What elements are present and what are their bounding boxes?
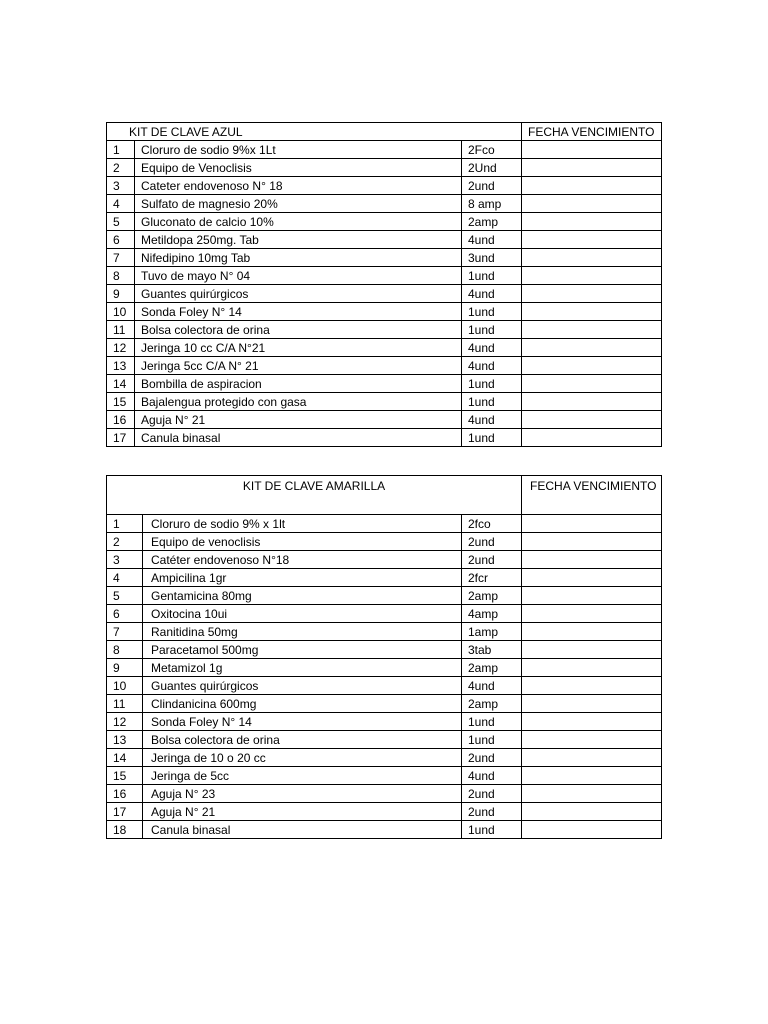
row-number: 16 xyxy=(107,411,135,429)
item-name: Cateter endovenoso N° 18 xyxy=(135,177,462,195)
expiry-date-cell xyxy=(522,515,662,533)
table-row xyxy=(107,285,662,303)
item-name: Equipo de venoclisis xyxy=(143,533,462,551)
expiry-date-cell xyxy=(522,695,662,713)
item-quantity: 4und xyxy=(462,411,522,429)
item-quantity: 2Und xyxy=(462,159,522,177)
table-row xyxy=(107,267,662,285)
item-quantity: 8 amp xyxy=(462,195,522,213)
expiry-date-cell xyxy=(522,393,662,411)
expiry-date-cell xyxy=(522,803,662,821)
table-row xyxy=(107,551,662,569)
row-number: 8 xyxy=(107,267,135,285)
expiry-date-cell xyxy=(522,785,662,803)
item-name: Metildopa 250mg. Tab xyxy=(135,231,462,249)
table-row xyxy=(107,767,662,785)
table-row xyxy=(107,231,662,249)
table-row xyxy=(107,695,662,713)
kit-clave-amarilla-table xyxy=(106,475,662,839)
expiry-date-cell xyxy=(522,569,662,587)
row-number: 13 xyxy=(107,357,135,375)
table-row xyxy=(107,713,662,731)
item-quantity: 1und xyxy=(462,321,522,339)
expiry-date-cell xyxy=(522,267,662,285)
kit-clave-amarilla-header-row xyxy=(107,476,662,515)
row-number: 7 xyxy=(107,623,143,641)
row-number: 11 xyxy=(107,695,143,713)
table-row xyxy=(107,803,662,821)
table-row xyxy=(107,731,662,749)
table-row xyxy=(107,587,662,605)
expiry-date-cell xyxy=(522,303,662,321)
item-quantity: 4und xyxy=(462,339,522,357)
item-quantity: 1amp xyxy=(462,623,522,641)
item-name: Ranitidina 50mg xyxy=(143,623,462,641)
row-number: 17 xyxy=(107,803,143,821)
item-quantity: 3und xyxy=(462,249,522,267)
row-number: 10 xyxy=(107,303,135,321)
item-name: Aguja N° 23 xyxy=(143,785,462,803)
table-row xyxy=(107,321,662,339)
row-number: 8 xyxy=(107,641,143,659)
item-quantity: 1und xyxy=(462,731,522,749)
item-name: Bajalengua protegido con gasa xyxy=(135,393,462,411)
table-row xyxy=(107,569,662,587)
table-row xyxy=(107,623,662,641)
row-number: 14 xyxy=(107,375,135,393)
item-quantity: 2und xyxy=(462,785,522,803)
item-name: Metamizol 1g xyxy=(143,659,462,677)
expiry-date-cell xyxy=(522,641,662,659)
row-number: 14 xyxy=(107,749,143,767)
item-quantity: 4amp xyxy=(462,605,522,623)
row-number: 3 xyxy=(107,177,135,195)
expiry-date-cell xyxy=(522,159,662,177)
expiry-date-cell xyxy=(522,659,662,677)
item-quantity: 2und xyxy=(462,551,522,569)
row-number: 15 xyxy=(107,393,135,411)
item-quantity: 1und xyxy=(462,821,522,839)
item-quantity: 2amp xyxy=(462,587,522,605)
expiry-date-cell xyxy=(522,623,662,641)
row-number: 15 xyxy=(107,767,143,785)
row-number: 1 xyxy=(107,141,135,159)
row-number: 6 xyxy=(107,231,135,249)
expiry-date-cell xyxy=(522,177,662,195)
item-quantity: 2fcr xyxy=(462,569,522,587)
table-row xyxy=(107,677,662,695)
expiry-date-cell xyxy=(522,213,662,231)
item-quantity: 1und xyxy=(462,429,522,447)
kit-clave-azul-body xyxy=(107,123,662,447)
table-row xyxy=(107,303,662,321)
row-number: 10 xyxy=(107,677,143,695)
kit-clave-amarilla-fecha-header: FECHA VENCIMIENTO xyxy=(522,476,662,515)
row-number: 5 xyxy=(107,587,143,605)
expiry-date-cell xyxy=(522,605,662,623)
table-row xyxy=(107,375,662,393)
item-name: Jeringa de 10 o 20 cc xyxy=(143,749,462,767)
expiry-date-cell xyxy=(522,285,662,303)
item-quantity: 3tab xyxy=(462,641,522,659)
table-row xyxy=(107,357,662,375)
row-number: 4 xyxy=(107,195,135,213)
item-quantity: 4und xyxy=(462,357,522,375)
row-number: 2 xyxy=(107,533,143,551)
item-name: Jeringa 10 cc C/A N°21 xyxy=(135,339,462,357)
table-row xyxy=(107,429,662,447)
table-row xyxy=(107,177,662,195)
item-name: Canula binasal xyxy=(135,429,462,447)
table-row xyxy=(107,411,662,429)
item-name: Oxitocina 10ui xyxy=(143,605,462,623)
expiry-date-cell xyxy=(522,375,662,393)
expiry-date-cell xyxy=(522,321,662,339)
expiry-date-cell xyxy=(522,339,662,357)
item-quantity: 1und xyxy=(462,267,522,285)
table-row xyxy=(107,141,662,159)
expiry-date-cell xyxy=(522,429,662,447)
item-quantity: 1und xyxy=(462,375,522,393)
expiry-date-cell xyxy=(522,141,662,159)
table-row xyxy=(107,605,662,623)
row-number: 3 xyxy=(107,551,143,569)
row-number: 9 xyxy=(107,285,135,303)
item-name: Jeringa de 5cc xyxy=(143,767,462,785)
item-quantity: 1und xyxy=(462,303,522,321)
item-quantity: 2Fco xyxy=(462,141,522,159)
table-row xyxy=(107,659,662,677)
item-quantity: 4und xyxy=(462,767,522,785)
expiry-date-cell xyxy=(522,587,662,605)
table-row xyxy=(107,641,662,659)
table-row xyxy=(107,195,662,213)
expiry-date-cell xyxy=(522,821,662,839)
expiry-date-cell xyxy=(522,249,662,267)
kit-clave-azul-title: KIT DE CLAVE AZUL xyxy=(107,123,522,141)
row-number: 13 xyxy=(107,731,143,749)
item-name: Guantes quirúrgicos xyxy=(135,285,462,303)
kit-clave-azul-table xyxy=(106,122,662,447)
kit-clave-azul-header-row xyxy=(107,123,662,141)
row-number: 18 xyxy=(107,821,143,839)
expiry-date-cell xyxy=(522,195,662,213)
item-quantity: 2und xyxy=(462,749,522,767)
item-name: Paracetamol 500mg xyxy=(143,641,462,659)
expiry-date-cell xyxy=(522,551,662,569)
item-name: Bombilla de aspiracion xyxy=(135,375,462,393)
table-row xyxy=(107,213,662,231)
row-number: 16 xyxy=(107,785,143,803)
item-name: Jeringa 5cc C/A N° 21 xyxy=(135,357,462,375)
table-row xyxy=(107,393,662,411)
expiry-date-cell xyxy=(522,411,662,429)
table-row xyxy=(107,249,662,267)
item-name: Aguja N° 21 xyxy=(143,803,462,821)
table-row xyxy=(107,821,662,839)
item-name: Gentamicina 80mg xyxy=(143,587,462,605)
expiry-date-cell xyxy=(522,533,662,551)
item-name: Nifedipino 10mg Tab xyxy=(135,249,462,267)
expiry-date-cell xyxy=(522,713,662,731)
expiry-date-cell xyxy=(522,749,662,767)
row-number: 12 xyxy=(107,713,143,731)
row-number: 4 xyxy=(107,569,143,587)
item-quantity: 2fco xyxy=(462,515,522,533)
table-row xyxy=(107,515,662,533)
item-quantity: 1und xyxy=(462,393,522,411)
kit-clave-amarilla-title: KIT DE CLAVE AMARILLA xyxy=(107,476,522,515)
row-number: 2 xyxy=(107,159,135,177)
item-quantity: 4und xyxy=(462,231,522,249)
expiry-date-cell xyxy=(522,677,662,695)
row-number: 6 xyxy=(107,605,143,623)
table-row xyxy=(107,785,662,803)
table-row xyxy=(107,159,662,177)
item-quantity: 1und xyxy=(462,713,522,731)
item-name: Ampicilina 1gr xyxy=(143,569,462,587)
item-name: Equipo de Venoclisis xyxy=(135,159,462,177)
item-quantity: 4und xyxy=(462,677,522,695)
item-name: Guantes quirúrgicos xyxy=(143,677,462,695)
row-number: 5 xyxy=(107,213,135,231)
kit-clave-azul-fecha-header: FECHA VENCIMIENTO xyxy=(522,123,662,141)
item-name: Bolsa colectora de orina xyxy=(143,731,462,749)
item-name: Catéter endovenoso N°18 xyxy=(143,551,462,569)
item-name: Cloruro de sodio 9% x 1lt xyxy=(143,515,462,533)
expiry-date-cell xyxy=(522,731,662,749)
item-quantity: 2und xyxy=(462,177,522,195)
item-name: Aguja N° 21 xyxy=(135,411,462,429)
item-quantity: 2amp xyxy=(462,695,522,713)
table-row xyxy=(107,533,662,551)
expiry-date-cell xyxy=(522,357,662,375)
item-name: Tuvo de mayo N° 04 xyxy=(135,267,462,285)
item-name: Sonda Foley N° 14 xyxy=(143,713,462,731)
item-name: Sulfato de magnesio 20% xyxy=(135,195,462,213)
row-number: 9 xyxy=(107,659,143,677)
table-row xyxy=(107,749,662,767)
row-number: 11 xyxy=(107,321,135,339)
row-number: 1 xyxy=(107,515,143,533)
item-quantity: 2amp xyxy=(462,659,522,677)
kit-clave-amarilla-body xyxy=(107,476,662,839)
item-name: Canula binasal xyxy=(143,821,462,839)
table-row xyxy=(107,339,662,357)
row-number: 17 xyxy=(107,429,135,447)
item-name: Sonda Foley N° 14 xyxy=(135,303,462,321)
item-quantity: 2amp xyxy=(462,213,522,231)
item-quantity: 4und xyxy=(462,285,522,303)
item-quantity: 2und xyxy=(462,803,522,821)
item-name: Gluconato de calcio 10% xyxy=(135,213,462,231)
item-quantity: 2und xyxy=(462,533,522,551)
item-name: Bolsa colectora de orina xyxy=(135,321,462,339)
expiry-date-cell xyxy=(522,231,662,249)
item-name: Clindanicina 600mg xyxy=(143,695,462,713)
row-number: 12 xyxy=(107,339,135,357)
expiry-date-cell xyxy=(522,767,662,785)
item-name: Cloruro de sodio 9%x 1Lt xyxy=(135,141,462,159)
row-number: 7 xyxy=(107,249,135,267)
